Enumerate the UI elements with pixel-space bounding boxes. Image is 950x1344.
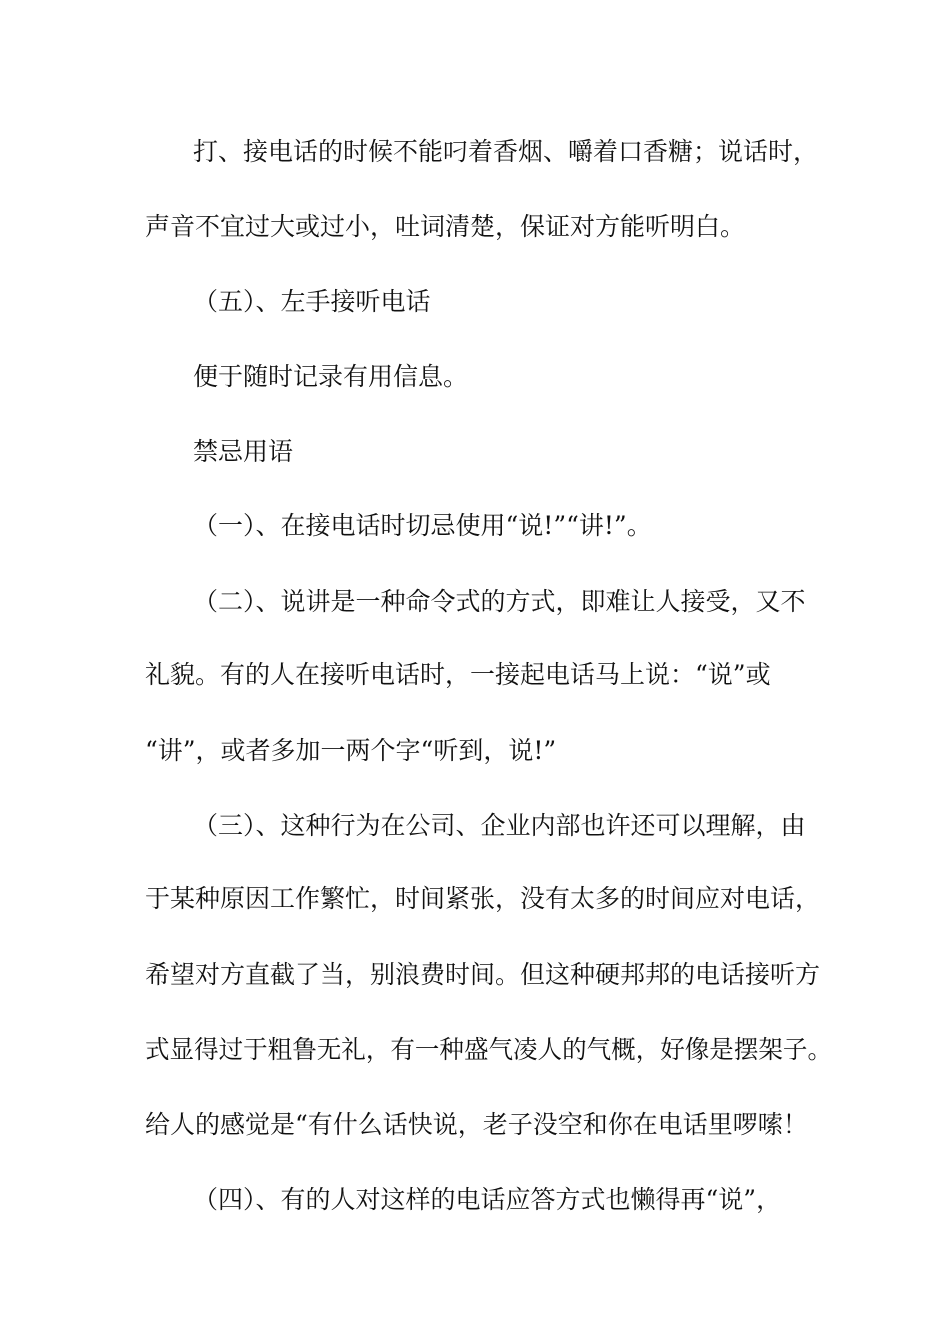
section-heading: （五）、左手接听电话 (193, 287, 431, 316)
paragraph-line: （四）、有的人对这样的电话应答方式也懒得再“说”， (193, 1185, 782, 1214)
paragraph-line: 礼貌。有的人在接听电话时，一接起电话马上说：“说”或 (145, 660, 771, 689)
paragraph-line: 于某种原因工作繁忙，时间紧张，没有太多的时间应对电话， (145, 884, 821, 913)
paragraph-line: （二）、说讲是一种命令式的方式，即难让人接受，又不 (193, 587, 806, 616)
paragraph-line: 打、接电话的时候不能叼着香烟、嚼着口香糖；说话时， (193, 137, 819, 166)
paragraph-line: 式显得过于粗鲁无礼，有一种盛气凌人的气概，好像是摆架子。 (145, 1035, 832, 1064)
section-heading: 禁忌用语 (193, 437, 294, 466)
paragraph-line: 给人的感觉是“有什么话快说，老子没空和你在电话里啰嗦！ (145, 1110, 808, 1139)
paragraph-line: 便于随时记录有用信息。 (193, 362, 469, 391)
paragraph-line: （三）、这种行为在公司、企业内部也许还可以理解，由 (193, 811, 806, 840)
paragraph-line: 声音不宜过大或过小，吐词清楚，保证对方能听明白。 (145, 212, 746, 241)
paragraph-line: （一）、在接电话时切忌使用“说!”“讲!”。 (193, 511, 652, 540)
paragraph-line: 希望对方直截了当，别浪费时间。但这种硬邦邦的电话接听方 (145, 960, 821, 989)
paragraph-line: “讲”，或者多加一两个字“听到，说!” (145, 736, 557, 765)
